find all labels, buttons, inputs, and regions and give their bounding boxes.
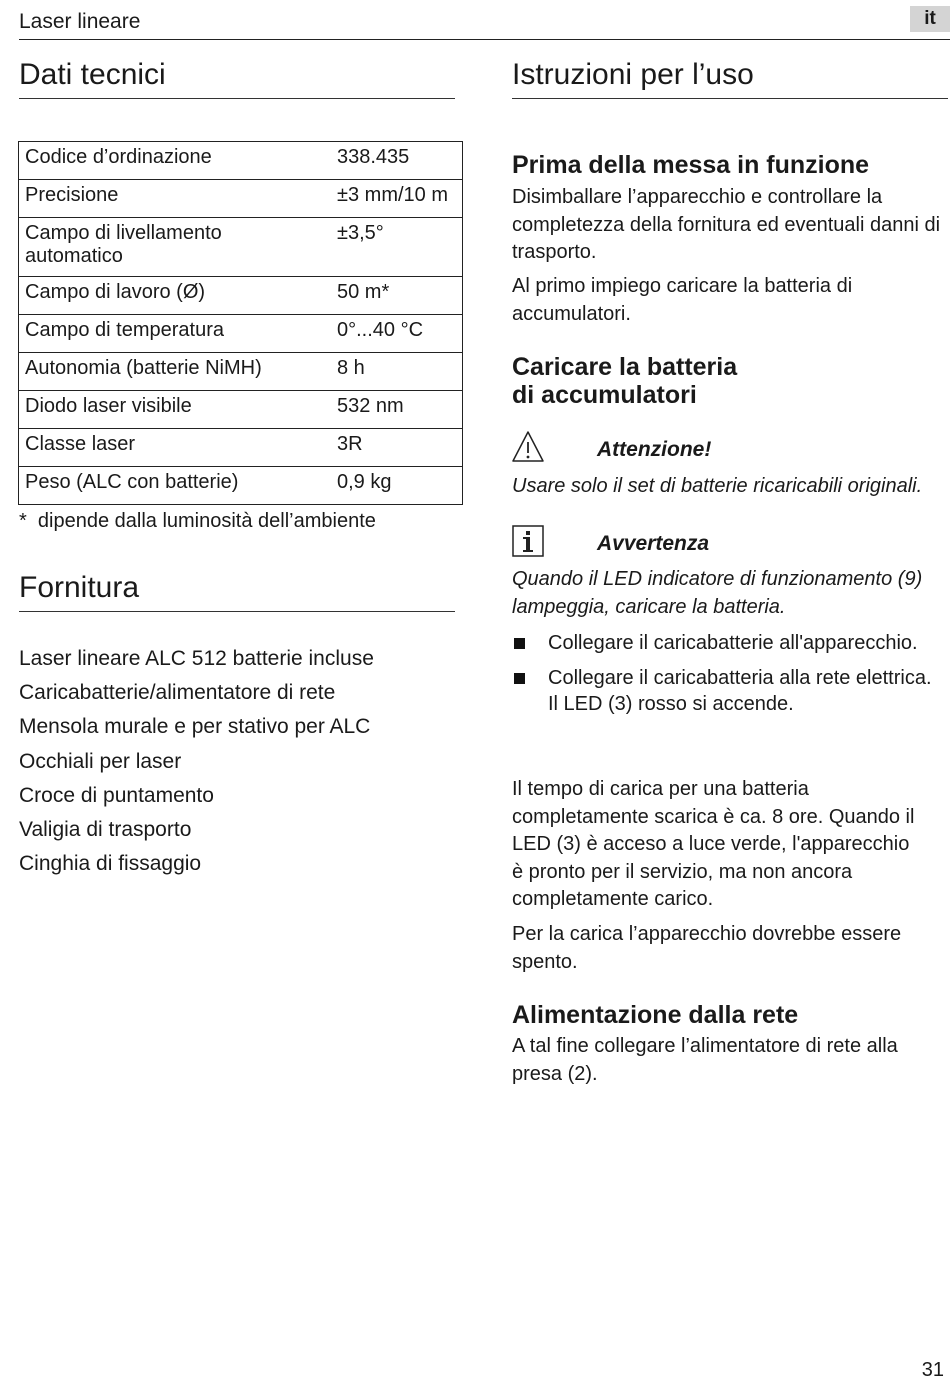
technical-data-title: Dati tecnici	[19, 58, 166, 91]
spec-label: Campo di temperatura	[19, 315, 328, 353]
spec-value: 532 nm	[327, 391, 463, 429]
spec-value: 0°...40 °C	[327, 315, 463, 353]
step-text: Collegare il caricabatterie all'apparecchio.	[548, 632, 918, 654]
square-bullet-icon	[514, 638, 525, 649]
info-icon	[512, 525, 544, 557]
section-heading-mains-supply: Alimentazione dalla rete	[512, 1001, 799, 1029]
spec-value: ±3,5°	[327, 218, 463, 277]
heading-line: Caricare la batteria	[512, 353, 738, 381]
list-item: Laser lineare ALC 512 batterie incluse	[19, 647, 374, 670]
spec-row	[19, 142, 463, 180]
instructions-divider	[512, 98, 948, 99]
spec-table	[18, 141, 463, 505]
section-heading-charging	[512, 353, 737, 409]
spec-row	[19, 467, 463, 505]
section-heading-commissioning: Prima della messa in funzione	[512, 151, 870, 179]
spec-label: Precisione	[19, 180, 328, 218]
list-item: Valigia di trasporto	[19, 818, 192, 842]
heading-line: di accumulatori	[512, 381, 697, 409]
list-item: Cinghia di fissaggio	[19, 852, 202, 876]
note-label: Avvertenza	[597, 532, 710, 555]
spec-footnote: * dipende dalla luminosità dell’ambiente	[19, 510, 376, 532]
spec-label: Classe laser	[19, 429, 328, 467]
step-text: Collegare il caricabatteria alla rete elettrica.	[548, 666, 932, 689]
list-item	[512, 665, 948, 718]
spec-value: 3R	[327, 429, 463, 467]
spec-label: Autonomia (batterie NiMH)	[19, 353, 328, 391]
page-number: 31	[921, 1359, 944, 1381]
spec-row	[19, 391, 463, 429]
spec-value: 50 m*	[327, 277, 463, 315]
header-divider	[19, 39, 950, 40]
paragraph: Per la carica l’apparecchio dovrebbe essere spento.	[512, 923, 902, 973]
spec-row	[19, 218, 463, 277]
spec-value: 8 h	[327, 353, 463, 391]
running-title: Laser lineare	[19, 10, 141, 33]
warning-label: Attenzione!	[597, 438, 712, 461]
warning-triangle-icon	[511, 430, 545, 464]
spec-value: ±3 mm/10 m	[327, 180, 463, 218]
instructions-title: Istruzioni per l’uso	[512, 58, 754, 91]
spec-value: 338.435	[327, 142, 463, 180]
language-badge: it	[910, 6, 950, 32]
list-item: Occhiali per laser	[19, 749, 182, 773]
paragraph: Al primo impiego caricare la batteria di accumulatori.	[512, 275, 853, 325]
spec-label: Campo di livellamento automatico	[19, 218, 328, 277]
spec-label: Peso (ALC con batterie)	[19, 467, 328, 505]
list-item	[512, 630, 948, 657]
supply-divider	[19, 611, 455, 612]
step-result: Il LED (3) rosso si accende.	[548, 693, 794, 715]
spec-label: Diodo laser visibile	[19, 391, 328, 429]
list-item: Mensola murale e per stativo per ALC	[19, 715, 371, 739]
spec-label: Codice d’ordinazione	[19, 142, 328, 180]
supply-list	[19, 642, 459, 881]
spec-value: 0,9 kg	[327, 467, 463, 505]
spec-row	[19, 353, 463, 391]
spec-row	[19, 277, 463, 315]
title-divider	[19, 98, 455, 99]
spec-label: Campo di lavoro (Ø)	[19, 277, 328, 315]
paragraph: A tal fine collegare l’alimentatore di rete alla presa (2).	[512, 1035, 898, 1085]
spec-row	[19, 315, 463, 353]
paragraph: Il tempo di carica per una batteria completamente scarica è ca. 8 ore. Quando il LED (3) è acceso a luce verde, l'apparecchio è pronto per il servizio, ma non ancora completamente carico.	[512, 778, 915, 910]
spec-row	[19, 429, 463, 467]
warning-text: Usare solo il set di batterie ricaricabili originali.	[512, 475, 923, 497]
spec-row	[19, 180, 463, 218]
note-text: Quando il LED indicatore di funzionamento (9) lampeggia, caricare la batteria.	[512, 568, 923, 618]
paragraph: Disimballare l’apparecchio e controllare la completezza della fornitura ed eventuali danni di trasporto.	[512, 186, 941, 263]
square-bullet-icon	[514, 673, 525, 684]
supply-title: Fornitura	[19, 571, 140, 604]
list-item: Caricabatterie/alimentatore di rete	[19, 681, 336, 705]
list-item: Croce di puntamento	[19, 783, 214, 807]
charging-steps	[512, 630, 948, 726]
